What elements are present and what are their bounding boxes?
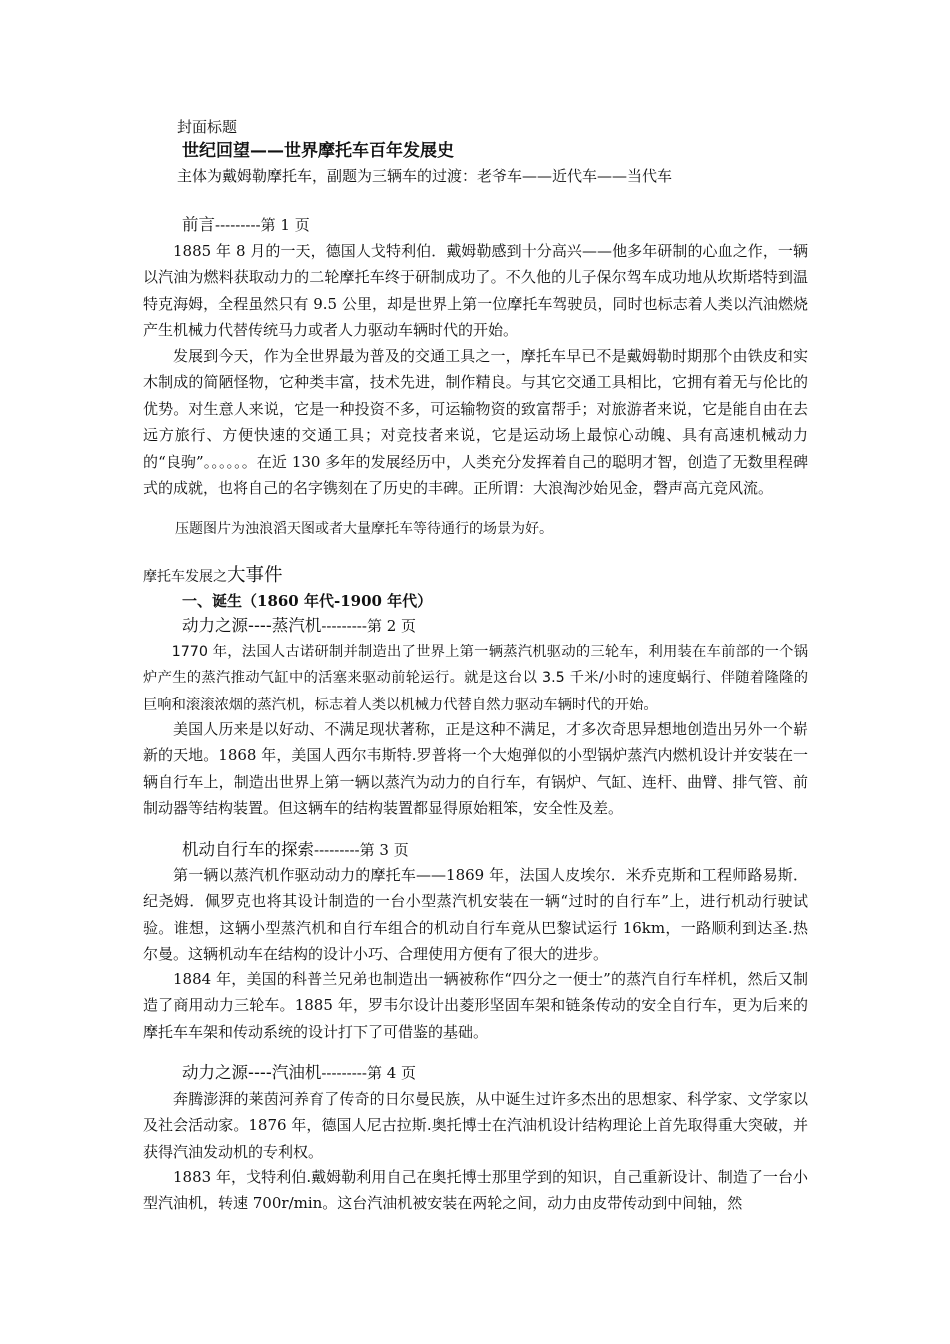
cover-label: 封面标题	[177, 118, 238, 136]
gasoline-paragraph-2: 1883 年，戈特利伯.戴姆勒利用自己在奥托博士那里学到的知识，自己重新设计、制造了一台小型汽油机，转速 700r/min。这台汽油机被安装在两轮之间，动力由皮带传动到中间轴，然	[143, 1168, 808, 1213]
gasoline-heading: 动力之源----汽油机	[182, 1063, 322, 1082]
bicycle-heading: 机动自行车的探索	[182, 840, 314, 859]
gasoline-page-ref: ---------第 4 页	[321, 1064, 417, 1082]
bicycle-paragraph-1: 第一辆以蒸汽机作驱动动力的摩托车——1869 年，法国人皮埃尔．米乔克斯和工程师路易斯．纪尧姆．佩罗克也将其设计制造的一台小型蒸汽机安装在一辆“过时的自行车”上，进行机动行驶试验。谁想，这辆小型蒸汽机和自行车组合的机动自行车竟从巴黎试运行 16km，一路顺利到达圣.热尔曼。这辆机动车在结构的设计小巧、合理使用方便有了很大的进步。	[143, 866, 808, 964]
preface-paragraph-1: 1885 年 8 月的一天，德国人戈特利伯．戴姆勒感到十分高兴——他多年研制的心血之作，一辆以汽油为燃料获取动力的二轮摩托车终于研制成功了。不久他的儿子保尔驾车成功地从坎斯塔特到温特克海姆，全程虽然只有 9.5 公里，却是世界上第一位摩托车驾驶员，同时也标志着人类以汽油燃烧产生机械力代替传统马力或者人力驱动车辆时代的开始。	[143, 242, 808, 340]
bicycle-page-ref: ---------第 3 页	[314, 841, 409, 859]
steam-paragraph-1: 1770 年，法国人古诺研制并制造出了世界上第一辆蒸汽机驱动的三轮车，利用装在车前部的一个锅炉产生的蒸汽推动气缸中的活塞来驱动前轮运行。就是这台以 3.5 千米/小时的速度蜗行、伴随着隆隆的巨响和滚滚浓烟的蒸汽机，标志着人类以机械力代替自然力驱动车辆时代的开始。	[143, 644, 808, 713]
preface-paragraph-2: 发展到今天，作为全世界最为普及的交通工具之一，摩托车早已不是戴姆勒时期那个由铁皮和实木制成的简陋怪物，它种类丰富，技术先进，制作精良。与其它交通工具相比，它拥有着无与伦比的优势。对生意人来说，它是一种投资不多，可运输物资的致富帮手；对旅游者来说，它是能自由在去远方旅行、方便快速的交通工具；对竞技者来说，它是运动场上最惊心动魄、具有高速机械动力的“良驹”。。。。。。在近 130 多年的发展经历中，人类充分发挥着自己的聪明才智，创造了无数里程碑式的成就，也将自己的名字镌刻在了历史的丰碑。正所谓：大浪淘沙始见金，磬声高亢竞风流。	[143, 347, 808, 498]
section-1-heading: 一、诞生（1860 年代-1900 年代）	[182, 592, 433, 610]
events-heading	[143, 566, 283, 587]
steam-heading: 动力之源----蒸汽机	[182, 616, 322, 635]
bicycle-heading-line	[182, 840, 409, 860]
cover-subtitle: 主体为戴姆勒摩托车，副题为三辆车的过渡：老爷车——近代车——当代车	[177, 167, 673, 185]
preface-heading-line	[182, 215, 310, 235]
bicycle-paragraph-2: 1884 年，美国的科普兰兄弟也制造出一辆被称作“四分之一便士”的蒸汽自行车样机，然后又制造了商用动力三轮车。1885 年，罗韦尔设计出菱形坚固车架和链条传动的安全自行车，更为后来的摩托车车架和传动系统的设计打下了可借鉴的基础。	[143, 970, 808, 1041]
steam-page-ref: ---------第 2 页	[321, 617, 417, 635]
gasoline-heading-line	[182, 1063, 416, 1083]
steam-paragraph-2: 美国人历来是以好动、不满足现状著称，正是这种不满足，才多次奇思异想地创造出另外一个崭新的天地。1868 年，美国人西尔韦斯特.罗普将一个大炮弹似的小型锅炉蒸汽内燃机设计并安装在一辆自行车上，制造出世界上第一辆以蒸汽为动力的自行车，有锅炉、气缸、连杆、曲臂、排气管、前制动器等结构装置。但这辆车的结构装置都显得原始粗笨，安全性及差。	[143, 720, 808, 818]
events-label-big: 大事件	[227, 565, 283, 586]
steam-heading-line	[182, 616, 416, 636]
events-label-small: 摩托车发展之	[143, 569, 227, 585]
cover-title: 世纪回望——世界摩托车百年发展史	[182, 141, 454, 161]
preface-page-ref: ---------第 1 页	[215, 216, 310, 234]
preface-heading: 前言	[182, 215, 215, 234]
gasoline-paragraph-1: 奔腾澎湃的莱茵河养育了传奇的日尔曼民族，从中诞生过许多杰出的思想家、科学家、文学家以及社会活动家。1876 年，德国人尼古拉斯.奥托博士在汽油机设计结构理论上首先取得重大突破，并获得汽油发动机的专利权。	[143, 1090, 808, 1161]
preface-note: 压题图片为浊浪滔天图或者大量摩托车等待通行的场景为好。	[175, 521, 553, 537]
